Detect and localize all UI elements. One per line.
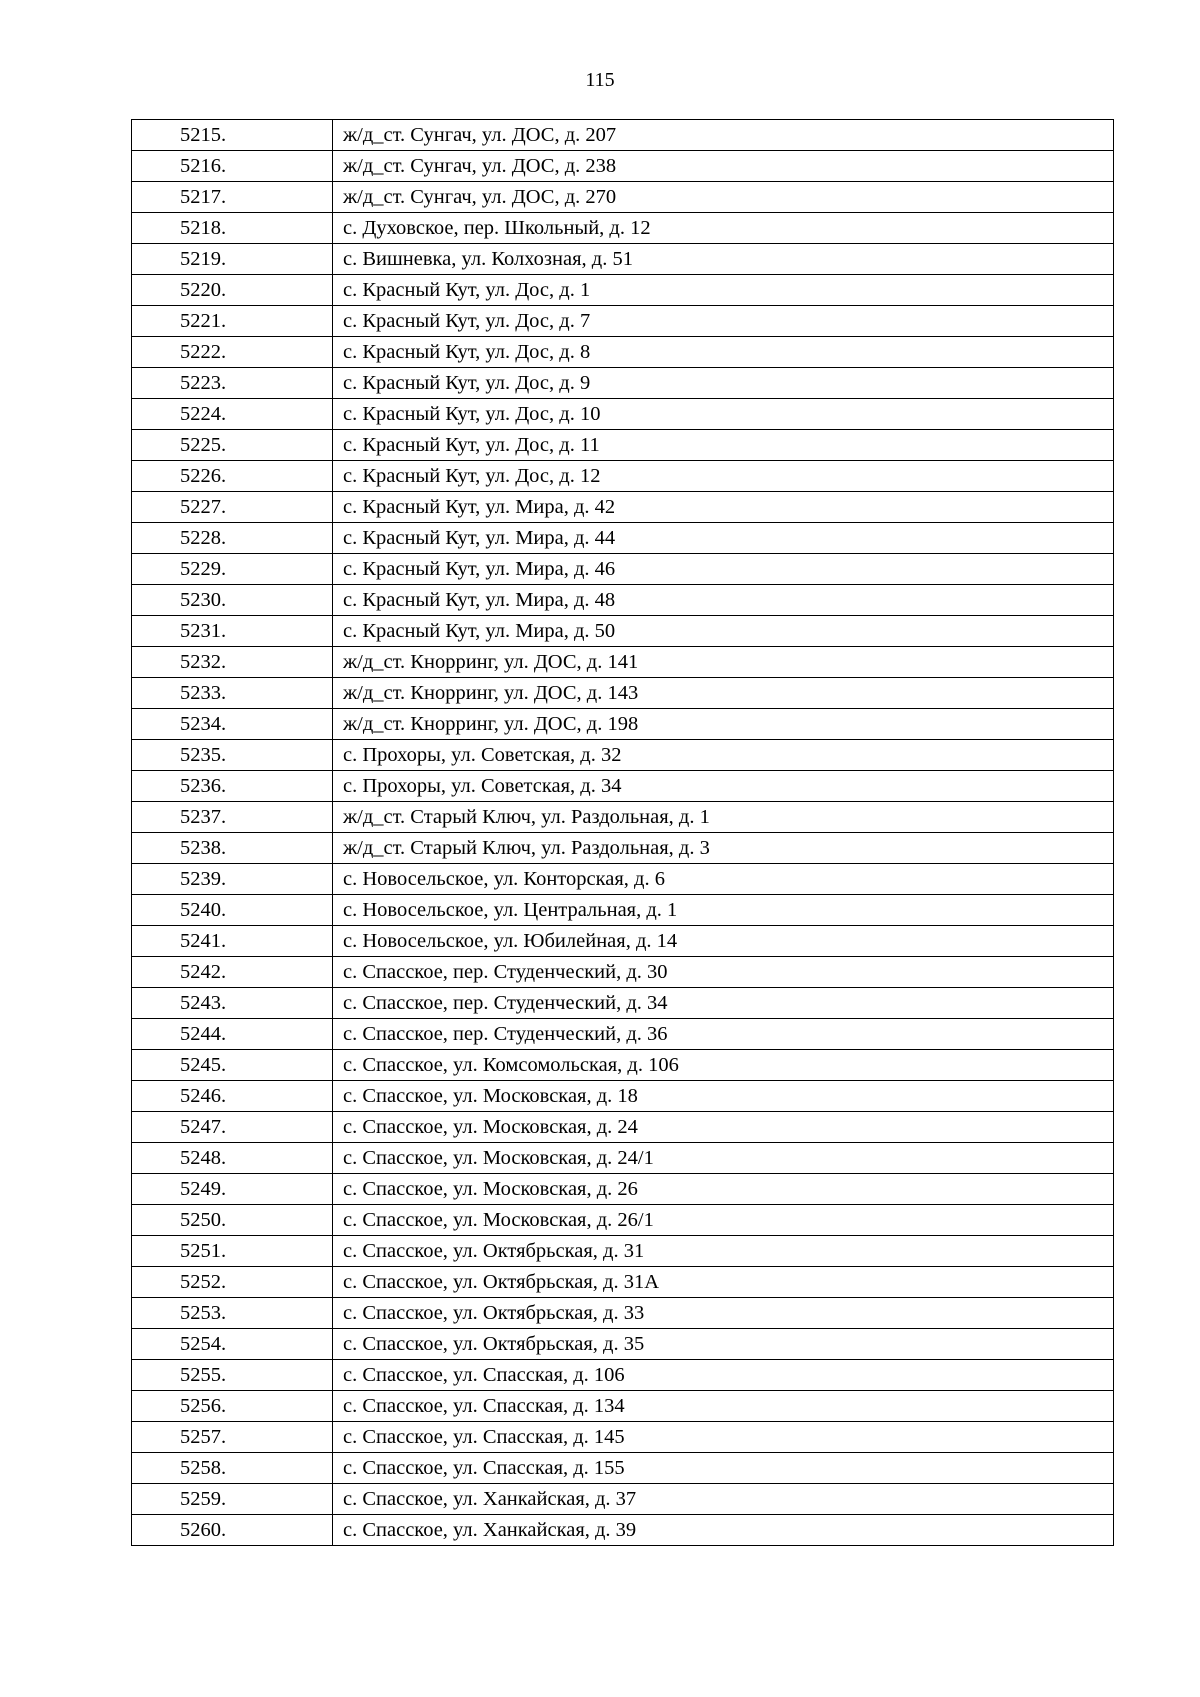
- address-cell: с. Спасское, ул. Московская, д. 26: [333, 1174, 1114, 1205]
- row-number-cell: 5216.: [132, 151, 333, 182]
- table-row: [132, 616, 1114, 647]
- row-number-cell: 5234.: [132, 709, 333, 740]
- row-number-cell: 5244.: [132, 1019, 333, 1050]
- table-row: [132, 1298, 1114, 1329]
- table-row: [132, 1267, 1114, 1298]
- row-number-cell: 5243.: [132, 988, 333, 1019]
- row-number-cell: 5260.: [132, 1515, 333, 1546]
- table-row: [132, 1329, 1114, 1360]
- table-row: [132, 151, 1114, 182]
- address-cell: с. Спасское, ул. Спасская, д. 106: [333, 1360, 1114, 1391]
- row-number-cell: 5239.: [132, 864, 333, 895]
- row-number-cell: 5258.: [132, 1453, 333, 1484]
- address-cell: с. Спасское, ул. Октябрьская, д. 33: [333, 1298, 1114, 1329]
- row-number-cell: 5249.: [132, 1174, 333, 1205]
- row-number-cell: 5230.: [132, 585, 333, 616]
- address-cell: с. Красный Кут, ул. Дос, д. 9: [333, 368, 1114, 399]
- table-row: [132, 1484, 1114, 1515]
- address-cell: с. Спасское, ул. Ханкайская, д. 37: [333, 1484, 1114, 1515]
- row-number-cell: 5240.: [132, 895, 333, 926]
- address-cell: с. Новосельское, ул. Конторская, д. 6: [333, 864, 1114, 895]
- row-number-cell: 5245.: [132, 1050, 333, 1081]
- table-row: [132, 182, 1114, 213]
- address-cell: ж/д_ст. Кнорринг, ул. ДОС, д. 141: [333, 647, 1114, 678]
- table-row: [132, 1422, 1114, 1453]
- address-cell: с. Духовское, пер. Школьный, д. 12: [333, 213, 1114, 244]
- address-cell: с. Красный Кут, ул. Дос, д. 12: [333, 461, 1114, 492]
- address-cell: с. Красный Кут, ул. Мира, д. 48: [333, 585, 1114, 616]
- table-row: [132, 926, 1114, 957]
- address-cell: с. Спасское, ул. Московская, д. 26/1: [333, 1205, 1114, 1236]
- row-number-cell: 5232.: [132, 647, 333, 678]
- table-body: [132, 120, 1114, 1546]
- row-number-cell: 5226.: [132, 461, 333, 492]
- address-cell: с. Спасское, ул. Московская, д. 24: [333, 1112, 1114, 1143]
- row-number-cell: 5257.: [132, 1422, 333, 1453]
- table-row: [132, 523, 1114, 554]
- page-number: 115: [585, 69, 615, 91]
- address-cell: с. Спасское, ул. Ханкайская, д. 39: [333, 1515, 1114, 1546]
- table-row: [132, 709, 1114, 740]
- address-cell: с. Спасское, пер. Студенческий, д. 36: [333, 1019, 1114, 1050]
- table-row: [132, 1360, 1114, 1391]
- table-row: [132, 120, 1114, 151]
- address-cell: с. Спасское, ул. Октябрьская, д. 35: [333, 1329, 1114, 1360]
- address-cell: с. Спасское, ул. Спасская, д. 155: [333, 1453, 1114, 1484]
- address-cell: с. Красный Кут, ул. Мира, д. 42: [333, 492, 1114, 523]
- address-cell: с. Красный Кут, ул. Мира, д. 44: [333, 523, 1114, 554]
- row-number-cell: 5250.: [132, 1205, 333, 1236]
- row-number-cell: 5228.: [132, 523, 333, 554]
- row-number-cell: 5236.: [132, 771, 333, 802]
- row-number-cell: 5223.: [132, 368, 333, 399]
- address-cell: ж/д_ст. Старый Ключ, ул. Раздольная, д. 1: [333, 802, 1114, 833]
- table-row: [132, 1050, 1114, 1081]
- row-number-cell: 5242.: [132, 957, 333, 988]
- table-row: [132, 1391, 1114, 1422]
- address-cell: с. Спасское, ул. Московская, д. 24/1: [333, 1143, 1114, 1174]
- address-cell: ж/д_ст. Старый Ключ, ул. Раздольная, д. 3: [333, 833, 1114, 864]
- table-row: [132, 244, 1114, 275]
- address-cell: с. Красный Кут, ул. Дос, д. 7: [333, 306, 1114, 337]
- row-number-cell: 5255.: [132, 1360, 333, 1391]
- address-cell: ж/д_ст. Кнорринг, ул. ДОС, д. 143: [333, 678, 1114, 709]
- row-number-cell: 5227.: [132, 492, 333, 523]
- row-number-cell: 5248.: [132, 1143, 333, 1174]
- row-number-cell: 5246.: [132, 1081, 333, 1112]
- table-row: [132, 1453, 1114, 1484]
- table-row: [132, 585, 1114, 616]
- row-number-cell: 5225.: [132, 430, 333, 461]
- row-number-cell: 5253.: [132, 1298, 333, 1329]
- table-row: [132, 647, 1114, 678]
- table-row: [132, 957, 1114, 988]
- address-cell: с. Красный Кут, ул. Дос, д. 1: [333, 275, 1114, 306]
- table-row: [132, 399, 1114, 430]
- table-row: [132, 430, 1114, 461]
- row-number-cell: 5235.: [132, 740, 333, 771]
- row-number-cell: 5252.: [132, 1267, 333, 1298]
- table-row: [132, 368, 1114, 399]
- address-cell: ж/д_ст. Сунгач, ул. ДОС, д. 238: [333, 151, 1114, 182]
- table-row: [132, 864, 1114, 895]
- table-row: [132, 1236, 1114, 1267]
- row-number-cell: 5259.: [132, 1484, 333, 1515]
- address-cell: с. Красный Кут, ул. Мира, д. 50: [333, 616, 1114, 647]
- table-row: [132, 337, 1114, 368]
- table-row: [132, 306, 1114, 337]
- table-row: [132, 1112, 1114, 1143]
- table-row: [132, 740, 1114, 771]
- address-cell: с. Спасское, ул. Спасская, д. 145: [333, 1422, 1114, 1453]
- table-row: [132, 492, 1114, 523]
- table-row: [132, 678, 1114, 709]
- address-cell: ж/д_ст. Кнорринг, ул. ДОС, д. 198: [333, 709, 1114, 740]
- table-row: [132, 275, 1114, 306]
- address-cell: с. Спасское, пер. Студенческий, д. 34: [333, 988, 1114, 1019]
- row-number-cell: 5229.: [132, 554, 333, 585]
- row-number-cell: 5218.: [132, 213, 333, 244]
- address-cell: ж/д_ст. Сунгач, ул. ДОС, д. 207: [333, 120, 1114, 151]
- row-number-cell: 5233.: [132, 678, 333, 709]
- address-cell: с. Прохоры, ул. Советская, д. 32: [333, 740, 1114, 771]
- row-number-cell: 5247.: [132, 1112, 333, 1143]
- table-row: [132, 1143, 1114, 1174]
- address-cell: с. Красный Кут, ул. Мира, д. 46: [333, 554, 1114, 585]
- table-row: [132, 1081, 1114, 1112]
- address-cell: с. Спасское, ул. Октябрьская, д. 31: [333, 1236, 1114, 1267]
- address-cell: с. Спасское, ул. Спасская, д. 134: [333, 1391, 1114, 1422]
- row-number-cell: 5222.: [132, 337, 333, 368]
- address-cell: с. Красный Кут, ул. Дос, д. 8: [333, 337, 1114, 368]
- table-row: [132, 1205, 1114, 1236]
- address-cell: с. Красный Кут, ул. Дос, д. 11: [333, 430, 1114, 461]
- address-cell: с. Спасское, пер. Студенческий, д. 30: [333, 957, 1114, 988]
- address-cell: с. Спасское, ул. Комсомольская, д. 106: [333, 1050, 1114, 1081]
- table-row: [132, 1515, 1114, 1546]
- row-number-cell: 5254.: [132, 1329, 333, 1360]
- address-cell: с. Красный Кут, ул. Дос, д. 10: [333, 399, 1114, 430]
- row-number-cell: 5215.: [132, 120, 333, 151]
- address-cell: с. Прохоры, ул. Советская, д. 34: [333, 771, 1114, 802]
- row-number-cell: 5224.: [132, 399, 333, 430]
- row-number-cell: 5231.: [132, 616, 333, 647]
- row-number-cell: 5217.: [132, 182, 333, 213]
- table-row: [132, 988, 1114, 1019]
- row-number-cell: 5220.: [132, 275, 333, 306]
- row-number-cell: 5241.: [132, 926, 333, 957]
- row-number-cell: 5219.: [132, 244, 333, 275]
- row-number-cell: 5251.: [132, 1236, 333, 1267]
- table-row: [132, 833, 1114, 864]
- row-number-cell: 5237.: [132, 802, 333, 833]
- row-number-cell: 5238.: [132, 833, 333, 864]
- table-row: [132, 213, 1114, 244]
- address-cell: с. Новосельское, ул. Юбилейная, д. 14: [333, 926, 1114, 957]
- table-row: [132, 1174, 1114, 1205]
- table-row: [132, 895, 1114, 926]
- address-cell: с. Спасское, ул. Московская, д. 18: [333, 1081, 1114, 1112]
- address-cell: с. Спасское, ул. Октябрьская, д. 31А: [333, 1267, 1114, 1298]
- address-cell: с. Вишневка, ул. Колхозная, д. 51: [333, 244, 1114, 275]
- table-row: [132, 771, 1114, 802]
- table-row: [132, 461, 1114, 492]
- row-number-cell: 5256.: [132, 1391, 333, 1422]
- address-table: [131, 119, 1114, 1546]
- table-row: [132, 802, 1114, 833]
- table-row: [132, 1019, 1114, 1050]
- address-cell: ж/д_ст. Сунгач, ул. ДОС, д. 270: [333, 182, 1114, 213]
- table-row: [132, 554, 1114, 585]
- row-number-cell: 5221.: [132, 306, 333, 337]
- address-cell: с. Новосельское, ул. Центральная, д. 1: [333, 895, 1114, 926]
